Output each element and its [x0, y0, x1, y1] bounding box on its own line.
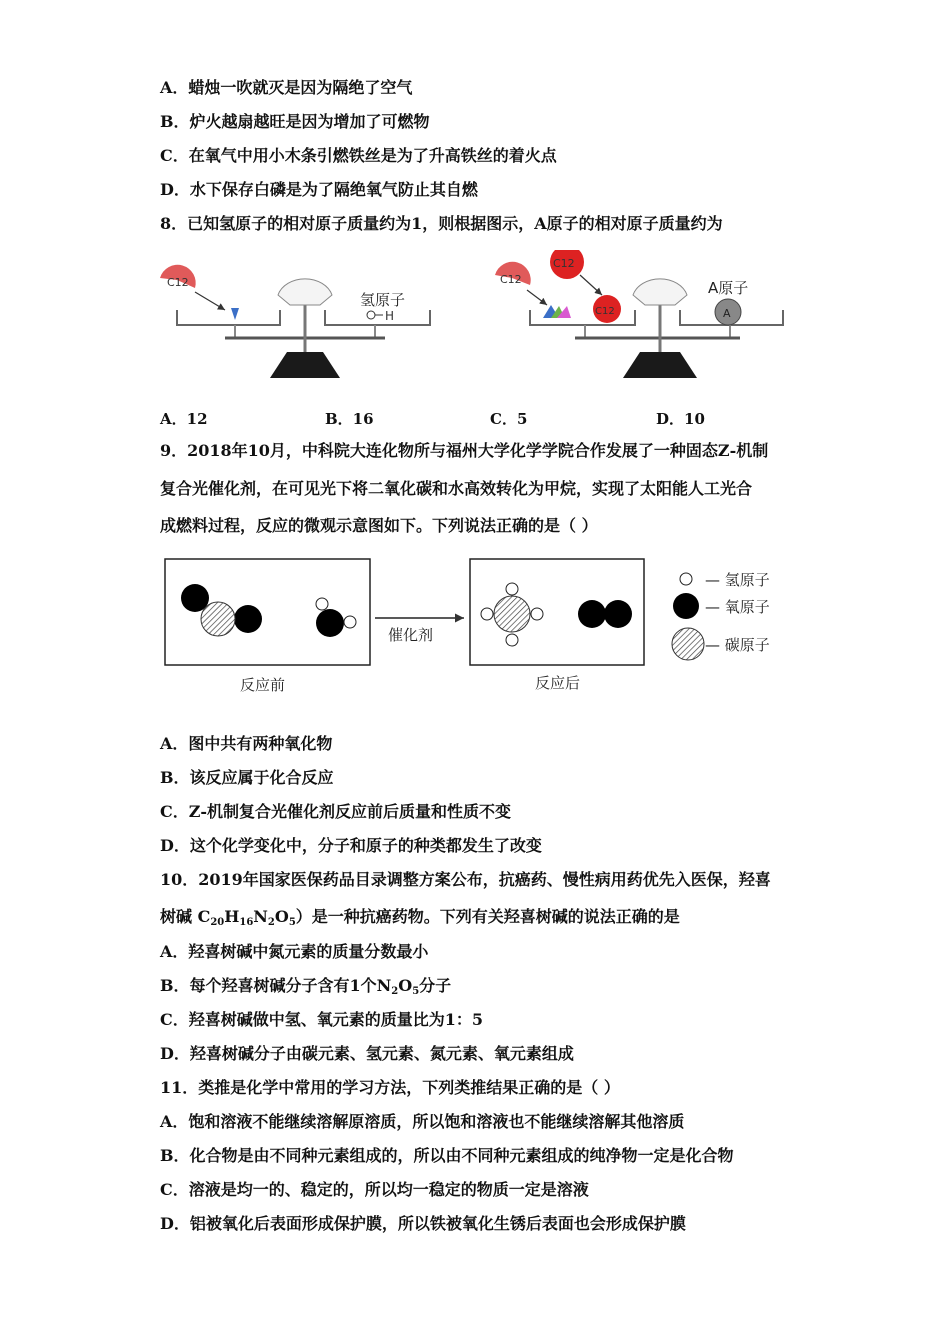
left-pan-left: [177, 310, 280, 325]
catalyst-label: 催化剂: [388, 626, 434, 644]
h-atom-label: 氢原子: [360, 291, 406, 309]
right-scale-dial: [633, 279, 687, 305]
q8-option-b: B．16: [325, 410, 374, 428]
q10-option-d: D．羟喜树碱分子由碳元素、氢元素、氮元素、氧元素组成: [160, 1044, 574, 1063]
q11-option-a: A．饱和溶液不能继续溶解原溶质，所以饱和溶液也不能继续溶解其他溶质: [160, 1112, 685, 1131]
q9-stem-line2: 复合光催化剂，在可见光下将二氧化碳和水高效转化为甲烷，实现了太阳能人工光合: [160, 479, 753, 498]
a-atom-label: A原子: [708, 279, 749, 297]
legend-hydrogen: — 氢原子: [705, 571, 770, 589]
svg-text:C12: C12: [595, 306, 615, 317]
q11-option-c: C．溶液是均一的、稳定的，所以均一稳定的物质一定是溶液: [160, 1180, 589, 1199]
svg-text:C12: C12: [500, 273, 522, 286]
q9-option-c: C．Z-机制复合光催化剂反应前后质量和性质不变: [160, 802, 512, 821]
q7-option-c: C．在氧气中用小木条引燃铁丝是为了升高铁丝的着火点: [160, 146, 557, 165]
right-base: [623, 352, 697, 378]
before-box: [165, 559, 370, 665]
svg-text:C12: C12: [553, 257, 575, 270]
hydrogen-legend-icon: [680, 573, 692, 585]
co2-molecule: [181, 584, 262, 636]
q11-option-b: B．化合物是由不同种元素组成的，所以由不同种元素组成的纯净物一定是化合物: [160, 1146, 734, 1165]
left-base: [270, 352, 340, 378]
q9-option-b: B．该反应属于化合反应: [160, 768, 334, 787]
c12-twelfth-piece-icon: [231, 308, 239, 320]
q11-option-d: D．铝被氧化后表面形成保护膜，所以铁被氧化生锈后表面也会形成保护膜: [160, 1214, 686, 1233]
q8-option-a: A．12: [160, 410, 208, 428]
arrow-left: [195, 292, 225, 310]
q9-stem-line3: 成燃料过程，反应的微观示意图如下。下列说法正确的是（ ）: [160, 516, 598, 535]
before-caption: 反应前: [240, 676, 286, 694]
left-pan-right: [325, 310, 430, 325]
o2-molecule: [578, 600, 632, 628]
c12-label-left: C12: [167, 276, 189, 289]
left-balance: [160, 265, 430, 378]
oxygen-legend-icon: [673, 593, 699, 619]
q9-option-d: D．这个化学变化中，分子和原子的种类都发生了改变: [160, 836, 542, 855]
q10-stem-line1: 10．2019年国家医保药品目录调整方案公布，抗癌药、慢性病用药优先入医保，羟喜: [160, 870, 771, 889]
right-balance: [495, 250, 783, 378]
q9-stem-line1: 9．2018年10月，中科院大连化物所与福州大学化学学院合作发展了一种固态Z-机制: [160, 441, 769, 460]
q7-option-b: B．炉火越扇越旺是因为增加了可燃物: [160, 112, 430, 131]
q7-option-d: D．水下保存白磷是为了隔绝氧气防止其自燃: [160, 180, 478, 199]
q8-option-c: C．5: [490, 410, 528, 428]
legend: [672, 571, 770, 660]
ch4-molecule: [481, 583, 543, 646]
q8-option-d: D．10: [656, 410, 705, 428]
h-atom-symbol: H: [385, 309, 395, 323]
legend-oxygen: — 氧原子: [705, 598, 770, 616]
legend-carbon: — 碳原子: [705, 636, 770, 654]
q9-option-a: A．图中共有两种氧化物: [160, 734, 333, 753]
after-caption: 反应后: [535, 674, 581, 692]
q10-stem-line2: 树碱 $C_{20}H_{16}N_2O_5$）是一种抗癌药物。下列有关羟喜树碱的说法正确的是: [160, 907, 680, 928]
q11-stem: 11．类推是化学中常用的学习方法，下列类推结果正确的是（ ）: [160, 1078, 620, 1097]
q10-option-c: C．羟喜树碱做中氢、氧元素的质量比为1：5: [160, 1010, 484, 1029]
h2o-molecule: [316, 598, 356, 637]
q7-option-a: A．蜡烛一吹就灭是因为隔绝了空气: [160, 78, 413, 97]
a-atom-symbol: A: [723, 307, 731, 320]
q10-option-a: A．羟喜树碱中氮元素的质量分数最小: [160, 942, 429, 961]
q8-stem: 8．已知氢原子的相对原子质量约为1，则根据图示，A原子的相对原子质量约为: [160, 214, 723, 233]
left-scale-dial: [278, 279, 332, 305]
q10-option-b: B．每个羟喜树碱分子含有1个$N_2O_5$分子: [160, 976, 452, 997]
carbon-legend-icon: [672, 628, 704, 660]
q8-balance-figure: [155, 250, 795, 385]
